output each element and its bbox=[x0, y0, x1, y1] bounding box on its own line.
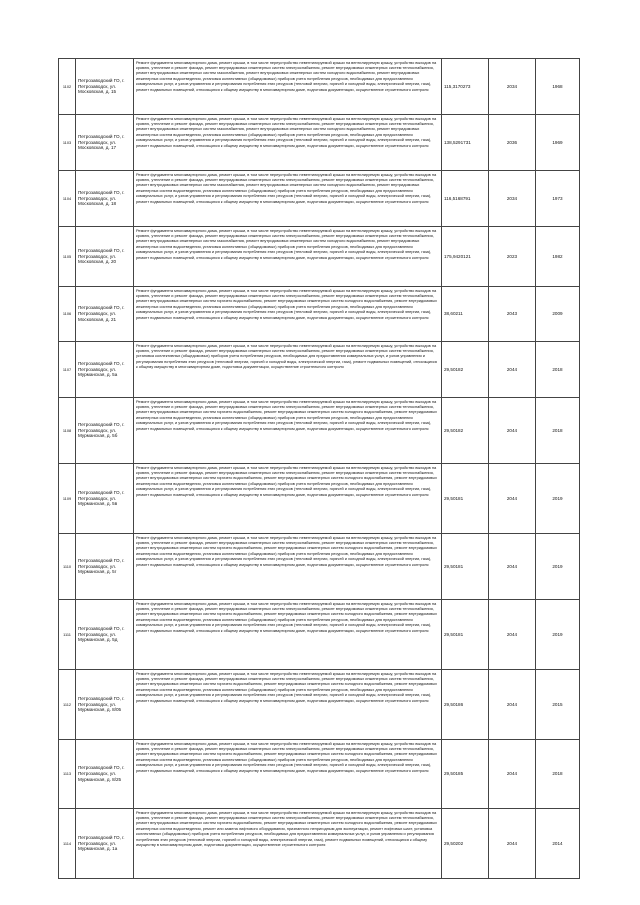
row-number: 1106 bbox=[59, 287, 76, 342]
row-number: 1102 bbox=[59, 59, 76, 115]
row-works bbox=[134, 171, 442, 227]
row-number: 1105 bbox=[59, 227, 76, 287]
capital-repair-table bbox=[58, 58, 580, 879]
table-row bbox=[59, 464, 580, 534]
row-address: Петрозаводский ГО, г. Петрозаводск, ул. Московская, д. 18 bbox=[76, 171, 134, 227]
row-build-year: 2019 bbox=[536, 464, 580, 534]
row-number: 1108 bbox=[59, 398, 76, 464]
row-number: 1103 bbox=[59, 115, 76, 171]
row-cost: 115,3170273 bbox=[442, 59, 489, 115]
table-row bbox=[59, 342, 580, 398]
table-row bbox=[59, 740, 580, 809]
table-row bbox=[59, 227, 580, 287]
row-works-text: Ремонт фундамента многоквартирного дома, ремонт крыши, в том числе переустройство невентилируемой крыши на вентилируемую крышу, устройство выходов на кровлю, утепление и ремонт фасада, ремонт внутридомовых инженерных систем электроснабжения, ремонт внутридомовых инженерных систем теплоснабжения, ремонт внутридомовых инженерных систем газоснабжения, ремонт внутридомовых инженерных систем холодного водоснабжения, ремонт внутридомовых инженерных систем водоотведения, установка коллективных (общедомовых) приборов учета потребления ресурсов, необходимых для предоставления коммунальных услуг, и узлов управления и регулирования потребления этих ресурсов (тепловой энергии, горячей и холодной воды, электрической энергии, газа), ремонт подвальных помещений, относящихся к общему имуществу в многоквартирном доме, подготовка документации, осуществление строительного контроля bbox=[136, 59, 437, 92]
row-repair-year: 2034 bbox=[489, 171, 536, 227]
row-works bbox=[134, 115, 442, 171]
row-cost: 29,50202 bbox=[442, 809, 489, 879]
table-row bbox=[59, 809, 580, 879]
row-works bbox=[134, 59, 442, 115]
row-cost: 29,50186 bbox=[442, 670, 489, 740]
row-works bbox=[134, 809, 442, 879]
row-works-text: Ремонт фундамента многоквартирного дома, ремонт крыши, в том числе переустройство невентилируемой крыши на вентилируемую крышу, устройство выходов на кровлю, утепление и ремонт фасада, ремонт внутридомовых инженерных систем электроснабжения, ремонт внутридомовых инженерных систем теплоснабжения, ремонт внутридомовых инженерных систем горячего водоснабжения, ремонт внутридомовых инженерных систем холодного водоснабжения, ремонт внутридомовых инженерных систем водоотведения, установка коллективных (общедомовых) приборов учета потребления ресурсов, необходимых для предоставления коммунальных услуг, и узлов управления и регулирования потребления этих ресурсов (тепловой энергии, горячей и холодной воды, электрической энергии, газа), ремонт подвальных помещений, относящихся к общему имуществу в многоквартирном доме, подготовка документации, осуществление строительного контроля bbox=[136, 740, 437, 773]
table-row bbox=[59, 171, 580, 227]
row-works-text: Ремонт фундамента многоквартирного дома, ремонт крыши, в том числе переустройство невентилируемой крыши на вентилируемую крышу, устройство выходов на кровлю, утепление и ремонт фасада, ремонт внутридомовых инженерных систем электроснабжения, ремонт внутридомовых инженерных систем теплоснабжения, ремонт внутридомовых инженерных систем газоснабжения, ремонт внутридомовых инженерных систем холодного водоснабжения, ремонт внутридомовых инженерных систем водоотведения, установка коллективных (общедомовых) приборов учета потребления ресурсов, необходимых для предоставления коммунальных услуг, и узлов управления и регулирования потребления этих ресурсов (тепловой энергии, горячей и холодной воды, электрической энергии, газа), ремонт подвальных помещений, относящихся к общему имуществу в многоквартирном доме, подготовка документации, осуществление строительного контроля bbox=[136, 171, 437, 204]
row-address: Петрозаводский ГО, г. Петрозаводск, ул. Мурманская, д. 1а bbox=[76, 809, 134, 879]
row-works bbox=[134, 740, 442, 809]
row-number: 1112 bbox=[59, 670, 76, 740]
row-cost: 29,50182 bbox=[442, 342, 489, 398]
row-works-text: Ремонт фундамента многоквартирного дома, ремонт крыши, в том числе переустройство невентилируемой крыши на вентилируемую крышу, устройство выходов на кровлю, утепление и ремонт фасада, ремонт внутридомовых инженерных систем электроснабжения, ремонт внутридомовых инженерных систем теплоснабжения, установка коллективных (общедомовых) приборов учета потребления ресурсов, необходимых для предоставления коммунальных услуг, и узлов управления и регулирования потребления этих ресурсов (тепловой энергии, горячей и холодной воды, электрической энергии, газа), ремонт подвальных помещений, относящихся к общему имуществу в многоквартирном доме, подготовка документации, осуществление строительного контроля bbox=[136, 342, 437, 370]
row-works-text: Ремонт фундамента многоквартирного дома, ремонт крыши, в том числе переустройство невентилируемой крыши на вентилируемую крышу, устройство выходов на кровлю, утепление и ремонт фасада, ремонт внутридомовых инженерных систем электроснабжения, ремонт внутридомовых инженерных систем теплоснабжения, ремонт внутридомовых инженерных систем горячего водоснабжения, ремонт внутридомовых инженерных систем холодного водоснабжения, ремонт внутридомовых инженерных систем водоотведения, установка коллективных (общедомовых) приборов учета потребления ресурсов, необходимых для предоставления коммунальных услуг, и узлов управления и регулирования потребления этих ресурсов (тепловой энергии, горячей и холодной воды, электрической энергии, газа), ремонт подвальных помещений, относящихся к общему имуществу в многоквартирном доме, подготовка документации, осуществление строительного контроля bbox=[136, 600, 437, 633]
row-repair-year: 2044 bbox=[489, 342, 536, 398]
row-cost: 138,5291731 bbox=[442, 115, 489, 171]
row-build-year: 2018 bbox=[536, 398, 580, 464]
row-build-year: 2018 bbox=[536, 740, 580, 809]
row-address: Петрозаводский ГО, г. Петрозаводск, ул. Мурманская, д. 5а bbox=[76, 342, 134, 398]
row-cost: 29,50181 bbox=[442, 534, 489, 600]
row-build-year: 1973 bbox=[536, 171, 580, 227]
row-works-text: Ремонт фундамента многоквартирного дома, ремонт крыши, в том числе переустройство невентилируемой крыши на вентилируемую крышу, устройство выходов на кровлю, утепление и ремонт фасада, ремонт внутридомовых инженерных систем электроснабжения, ремонт внутридомовых инженерных систем теплоснабжения, ремонт внутридомовых инженерных систем горячего водоснабжения, ремонт внутридомовых инженерных систем холодного водоснабжения, ремонт внутридомовых инженерных систем водоотведения, установка коллективных (общедомовых) приборов учета потребления ресурсов, необходимых для предоставления коммунальных услуг, и узлов управления и регулирования потребления этих ресурсов (тепловой энергии, горячей и холодной воды, электрической энергии, газа), ремонт подвальных помещений, относящихся к общему имуществу в многоквартирном доме, подготовка документации, осуществление строительного контроля bbox=[136, 398, 437, 431]
row-works-text: Ремонт фундамента многоквартирного дома, ремонт крыши, в том числе переустройство невентилируемой крыши на вентилируемую крышу, устройство выходов на кровлю, утепление и ремонт фасада, ремонт внутридомовых инженерных систем электроснабжения, ремонт внутридомовых инженерных систем теплоснабжения, ремонт внутридомовых инженерных систем горячего водоснабжения, ремонт внутридомовых инженерных систем холодного водоснабжения, ремонт внутридомовых инженерных систем водоотведения, установка коллективных (общедомовых) приборов учета потребления ресурсов, необходимых для предоставления коммунальных услуг, и узлов управления и регулирования потребления этих ресурсов (тепловой энергии, горячей и холодной воды, электрической энергии, газа), ремонт подвальных помещений, относящихся к общему имуществу в многоквартирном доме, подготовка документации, осуществление строительного контроля bbox=[136, 464, 437, 497]
row-repair-year: 2044 bbox=[489, 809, 536, 879]
row-works bbox=[134, 464, 442, 534]
row-repair-year: 2023 bbox=[489, 227, 536, 287]
row-cost: 29,50185 bbox=[442, 740, 489, 809]
row-address: Петрозаводский ГО, г. Петрозаводск, ул. Московская, д. 21 bbox=[76, 287, 134, 342]
row-address: Петрозаводский ГО, г. Петрозаводск, ул. Московская, д. 17 bbox=[76, 115, 134, 171]
row-build-year: 2018 bbox=[536, 342, 580, 398]
row-address: Петрозаводский ГО, г. Петрозаводск, ул. Мурманская, д. 5г bbox=[76, 534, 134, 600]
row-repair-year: 2044 bbox=[489, 398, 536, 464]
row-build-year: 2019 bbox=[536, 534, 580, 600]
row-repair-year: 2044 bbox=[489, 600, 536, 670]
row-number: 1104 bbox=[59, 171, 76, 227]
table-row bbox=[59, 59, 580, 115]
row-repair-year: 2044 bbox=[489, 740, 536, 809]
row-build-year: 2009 bbox=[536, 287, 580, 342]
row-cost: 29,50181 bbox=[442, 600, 489, 670]
row-address: Петрозаводский ГО, г. Петрозаводск, ул. Московская, д. 20 bbox=[76, 227, 134, 287]
row-repair-year: 2036 bbox=[489, 115, 536, 171]
row-number: 1113 bbox=[59, 740, 76, 809]
table-row bbox=[59, 115, 580, 171]
table-row bbox=[59, 534, 580, 600]
table-row bbox=[59, 670, 580, 740]
row-cost: 29,50182 bbox=[442, 398, 489, 464]
row-works bbox=[134, 670, 442, 740]
row-works-text: Ремонт фундамента многоквартирного дома, ремонт крыши, в том числе переустройство невентилируемой крыши на вентилируемую крышу, устройство выходов на кровлю, утепление и ремонт фасада, ремонт внутридомовых инженерных систем электроснабжения, ремонт внутридомовых инженерных систем теплоснабжения, ремонт внутридомовых инженерных систем горячего водоснабжения, ремонт внутридомовых инженерных систем холодного водоснабжения, ремонт внутридомовых инженерных систем водоотведения, установка коллективных (общедомовых) приборов учета потребления ресурсов, необходимых для предоставления коммунальных услуг, и узлов управления и регулирования потребления этих ресурсов (тепловой энергии, горячей и холодной воды, электрической энергии, газа), ремонт подвальных помещений, относящихся к общему имуществу в многоквартирном доме, подготовка документации, осуществление строительного контроля bbox=[136, 670, 437, 703]
row-works bbox=[134, 600, 442, 670]
row-address: Петрозаводский ГО, г. Петрозаводск, ул. Мурманская, д. 5д bbox=[76, 600, 134, 670]
row-repair-year: 2044 bbox=[489, 670, 536, 740]
row-address: Петрозаводский ГО, г. Петрозаводск, ул. Мурманская, д. 5б bbox=[76, 398, 134, 464]
row-address: Петрозаводский ГО, г. Петрозаводск, ул. Московская, д. 15 bbox=[76, 59, 134, 115]
row-works-text: Ремонт фундамента многоквартирного дома, ремонт крыши, в том числе переустройство невентилируемой крыши на вентилируемую крышу, устройство выходов на кровлю, утепление и ремонт фасада, ремонт внутридомовых инженерных систем электроснабжения, ремонт внутридомовых инженерных систем теплоснабжения, ремонт внутридомовых инженерных систем горячего водоснабжения, ремонт внутридомовых инженерных систем холодного водоснабжения, ремонт внутридомовых инженерных систем водоотведения, ремонт или замена лифтового оборудования, признанного непригодным для эксплуатации, ремонт лифтовых шахт, установка коллективных (общедомовых) приборов учета потребления ресурсов, необходимых для предоставления коммунальных услуг, и узлов управления и регулирования потребления этих ресурсов (тепловой энергии, горячей и холодной воды, электрической энергии, газа), ремонт подвальных помещений, относящихся к общему имуществу в многоквартирном доме, подготовка документации, осуществление строительного контроля bbox=[136, 809, 437, 848]
row-build-year: 1969 bbox=[536, 115, 580, 171]
row-works bbox=[134, 342, 442, 398]
table-body bbox=[59, 59, 580, 879]
table-row bbox=[59, 398, 580, 464]
row-address: Петрозаводский ГО, г. Петрозаводск, ул. Мурманская, д. 8/05 bbox=[76, 670, 134, 740]
row-cost: 38,60211 bbox=[442, 287, 489, 342]
table-row bbox=[59, 600, 580, 670]
row-works-text: Ремонт фундамента многоквартирного дома, ремонт крыши, в том числе переустройство невентилируемой крыши на вентилируемую крышу, устройство выходов на кровлю, утепление и ремонт фасада, ремонт внутридомовых инженерных систем электроснабжения, ремонт внутридомовых инженерных систем теплоснабжения, ремонт внутридомовых инженерных систем газоснабжения, ремонт внутридомовых инженерных систем холодного водоснабжения, ремонт внутридомовых инженерных систем водоотведения, установка коллективных (общедомовых) приборов учета потребления ресурсов, необходимых для предоставления коммунальных услуг, и узлов управления и регулирования потребления этих ресурсов (тепловой энергии, горячей и холодной воды, электрической энергии, газа), ремонт подвальных помещений, относящихся к общему имуществу в многоквартирном доме, подготовка документации, осуществление строительного контроля bbox=[136, 227, 437, 260]
row-build-year: 1968 bbox=[536, 59, 580, 115]
row-works bbox=[134, 534, 442, 600]
row-build-year: 1982 bbox=[536, 227, 580, 287]
row-works bbox=[134, 287, 442, 342]
row-number: 1114 bbox=[59, 809, 76, 879]
row-number: 1109 bbox=[59, 464, 76, 534]
row-repair-year: 2043 bbox=[489, 287, 536, 342]
row-repair-year: 2044 bbox=[489, 464, 536, 534]
row-build-year: 2015 bbox=[536, 670, 580, 740]
row-number: 1110 bbox=[59, 534, 76, 600]
row-build-year: 2014 bbox=[536, 809, 580, 879]
row-works-text: Ремонт фундамента многоквартирного дома, ремонт крыши, в том числе переустройство невентилируемой крыши на вентилируемую крышу, устройство выходов на кровлю, утепление и ремонт фасада, ремонт внутридомовых инженерных систем электроснабжения, ремонт внутридомовых инженерных систем теплоснабжения, ремонт внутридомовых инженерных систем горячего водоснабжения, ремонт внутридомовых инженерных систем холодного водоснабжения, ремонт внутридомовых инженерных систем водоотведения, установка коллективных (общедомовых) приборов учета потребления ресурсов, необходимых для предоставления коммунальных услуг, и узлов управления и регулирования потребления этих ресурсов (тепловой энергии, горячей и холодной воды, электрической энергии, газа), ремонт подвальных помещений, относящихся к общему имуществу в многоквартирном доме, подготовка документации, осуществление строительного контроля bbox=[136, 287, 437, 320]
row-repair-year: 2034 bbox=[489, 59, 536, 115]
row-works bbox=[134, 227, 442, 287]
row-cost: 116,5168791 bbox=[442, 171, 489, 227]
table-row bbox=[59, 287, 580, 342]
row-build-year: 2019 bbox=[536, 600, 580, 670]
row-address: Петрозаводский ГО, г. Петрозаводск, ул. Мурманская, д. 8/25 bbox=[76, 740, 134, 809]
row-number: 1107 bbox=[59, 342, 76, 398]
row-repair-year: 2044 bbox=[489, 534, 536, 600]
row-address: Петрозаводский ГО, г. Петрозаводск, ул. Мурманская, д. 5в bbox=[76, 464, 134, 534]
row-works-text: Ремонт фундамента многоквартирного дома, ремонт крыши, в том числе переустройство невентилируемой крыши на вентилируемую крышу, устройство выходов на кровлю, утепление и ремонт фасада, ремонт внутридомовых инженерных систем электроснабжения, ремонт внутридомовых инженерных систем теплоснабжения, ремонт внутридомовых инженерных систем горячего водоснабжения, ремонт внутридомовых инженерных систем холодного водоснабжения, ремонт внутридомовых инженерных систем водоотведения, установка коллективных (общедомовых) приборов учета потребления ресурсов, необходимых для предоставления коммунальных услуг, и узлов управления и регулирования потребления этих ресурсов (тепловой энергии, горячей и холодной воды, электрической энергии, газа), ремонт подвальных помещений, относящихся к общему имуществу в многоквартирном доме, подготовка документации, осуществление строительного контроля bbox=[136, 534, 437, 567]
row-cost: 175,9420121 bbox=[442, 227, 489, 287]
row-cost: 29,50181 bbox=[442, 464, 489, 534]
row-works bbox=[134, 398, 442, 464]
row-works-text: Ремонт фундамента многоквартирного дома, ремонт крыши, в том числе переустройство невентилируемой крыши на вентилируемую крышу, устройство выходов на кровлю, утепление и ремонт фасада, ремонт внутридомовых инженерных систем электроснабжения, ремонт внутридомовых инженерных систем теплоснабжения, ремонт внутридомовых инженерных систем газоснабжения, ремонт внутридомовых инженерных систем холодного водоснабжения, ремонт внутридомовых инженерных систем водоотведения, установка коллективных (общедомовых) приборов учета потребления ресурсов, необходимых для предоставления коммунальных услуг, и узлов управления и регулирования потребления этих ресурсов (тепловой энергии, горячей и холодной воды, электрической энергии, газа), ремонт подвальных помещений, относящихся к общему имуществу в многоквартирном доме, подготовка документации, осуществление строительного контроля bbox=[136, 115, 437, 148]
row-number: 1111 bbox=[59, 600, 76, 670]
